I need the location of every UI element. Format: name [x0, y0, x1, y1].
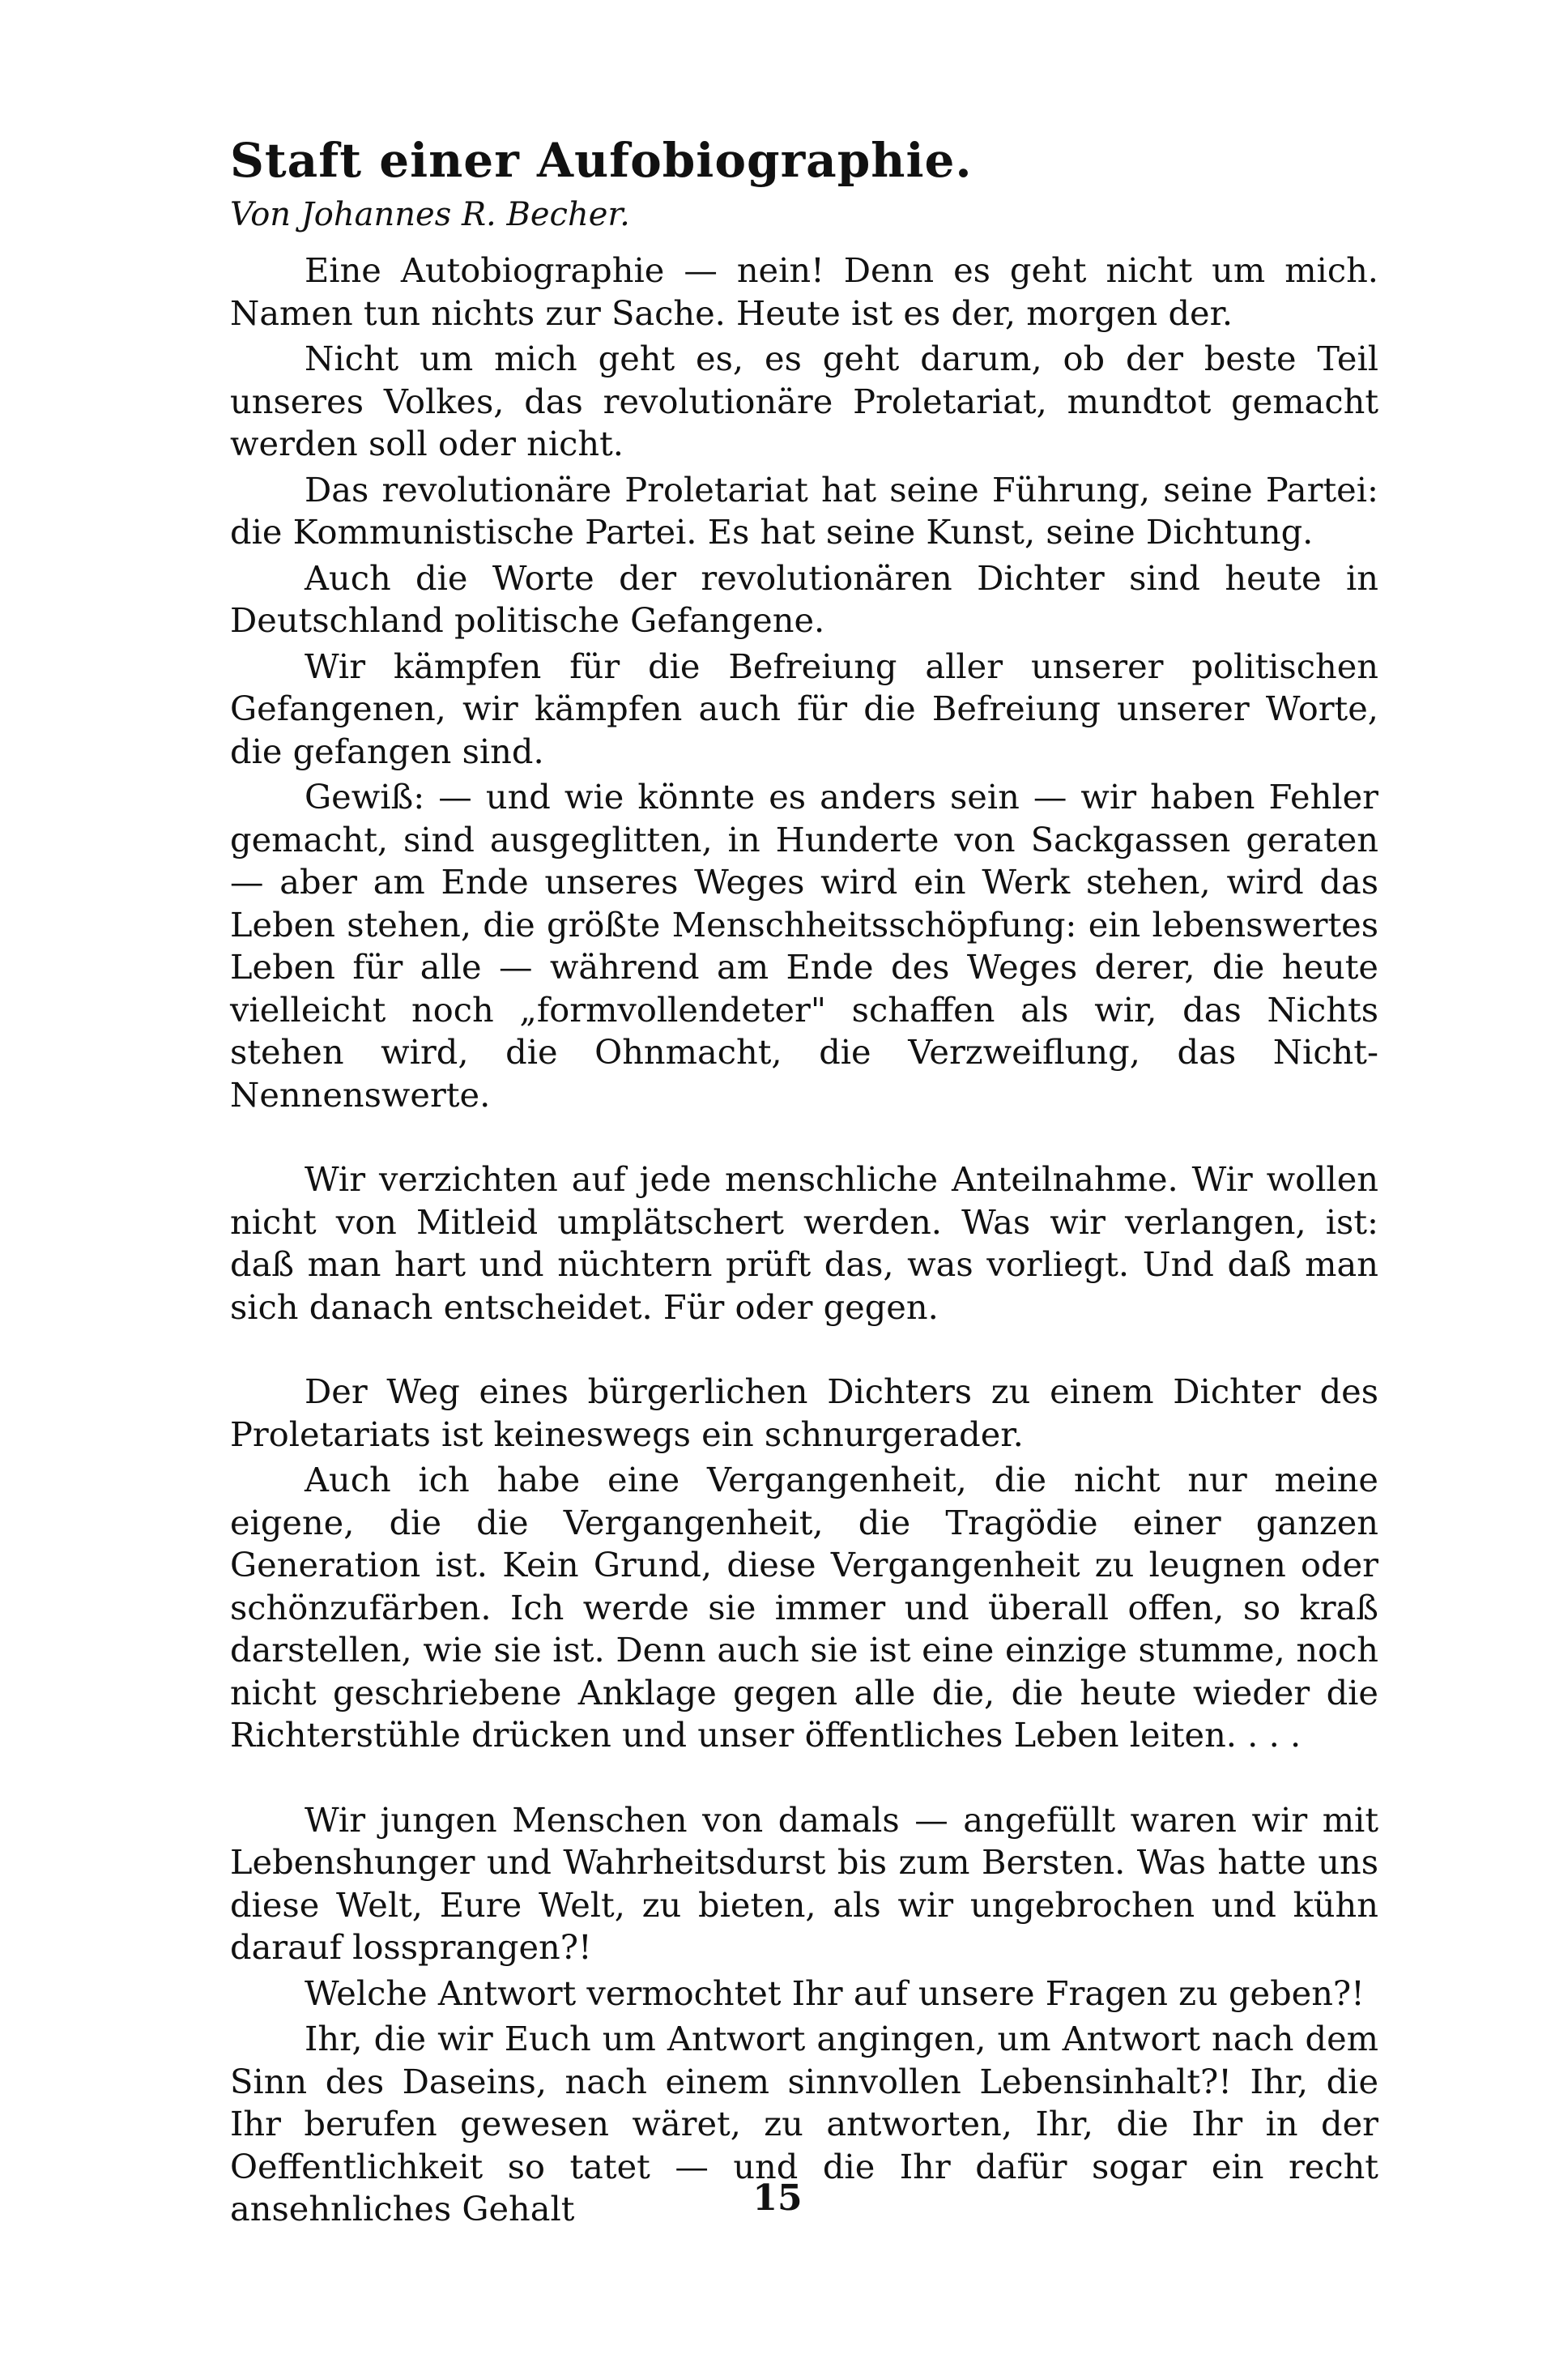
- page-number: 15: [752, 2177, 803, 2219]
- paragraph-7: Wir verzichten auf jede menschliche Anteilnahme. Wir wollen nicht von Mitleid umplätschert werden. Was wir verlangen, ist: daß man hart und nüchtern prüft das, was vorliegt. Und daß man sich danach entscheidet. Für oder gegen.: [230, 1159, 1378, 1327]
- paragraph-12: Ihr, die wir Euch um Antwort angingen, um Antwort nach dem Sinn des Daseins, nach einem sinnvollen Lebensinhalt?! Ihr, die Ihr berufen gewesen wäret, zu antworten, Ihr, die Ihr in der Oeffentlichkeit so tatet — und die Ihr dafür sogar ein recht ansehnliches Gehalt: [230, 2019, 1378, 2229]
- paragraph-8: Der Weg eines bürgerlichen Dichters zu einem Dichter des Proletariats ist keineswegs ein schnurgerader.: [230, 1371, 1378, 1454]
- paragraph-6: Gewiß: — und wie könnte es anders sein — wir haben Fehler gemacht, sind ausgeglitten, in Hunderte von Sackgassen geraten — aber am Ende unseres Weges wird ein Werk stehen, wird das Leben stehen, die größte Menschheitsschöpfung: ein lebenswertes Leben für alle — während am Ende des Weges derer, die heute vielleicht noch „formvollendeter" schaffen als wir, das Nichts stehen wird, die Ohnmacht, die Verzweiflung, das Nicht-Nennenswerte.: [230, 777, 1378, 1115]
- article-byline: Von Johannes R. Becher.: [230, 196, 630, 233]
- paragraph-1: Eine Autobiographie — nein! Denn es geht nicht um mich. Namen tun nichts zur Sache. Heute ist es der, morgen der.: [230, 250, 1378, 333]
- paragraph-2: Nicht um mich geht es, es geht darum, ob der beste Teil unseres Volkes, das revolutionäre Proletariat, mundtot gemacht werden soll oder nicht.: [230, 339, 1378, 463]
- paragraph-9: Auch ich habe eine Vergangenheit, die nicht nur meine eigene, die die Vergangenheit, die Tragödie einer ganzen Generation ist. Kein Grund, diese Vergangenheit zu leugnen oder schönzufärben. Ich werde sie immer und überall offen, so kraß darstellen, wie sie ist. Denn auch sie ist eine einzige stumme, noch nicht geschriebene Anklage gegen alle die, die heute wieder die Richterstühle drücken und unser öffentliches Leben leiten. . . .: [230, 1460, 1378, 1755]
- paragraph-11: Welche Antwort vermochtet Ihr auf unsere Fragen zu geben?!: [305, 1973, 1365, 2013]
- article-title: Staft einer Aufobiographie.: [230, 133, 973, 188]
- paragraph-3: Das revolutionäre Proletariat hat seine Führung, seine Partei: die Kommunistische Partei. Es hat seine Kunst, seine Dichtung.: [230, 469, 1378, 552]
- page-content: [230, 130, 1378, 2234]
- paragraph-5: Wir kämpfen für die Befreiung aller unserer politischen Gefangenen, wir kämpfen auch für die Befreiung unserer Worte, die gefangen sind.: [230, 646, 1378, 771]
- paragraph-10: Wir jungen Menschen von damals — angefüllt waren wir mit Lebenshunger und Wahrheitsdurst bis zum Bersten. Was hatte uns diese Welt, Eure Welt, zu bieten, als wir ungebrochen und kühn darauf lossprangen?!: [230, 1799, 1378, 1967]
- paragraph-4: Auch die Worte der revolutionären Dichter sind heute in Deutschland politische Gefangene.: [230, 557, 1378, 640]
